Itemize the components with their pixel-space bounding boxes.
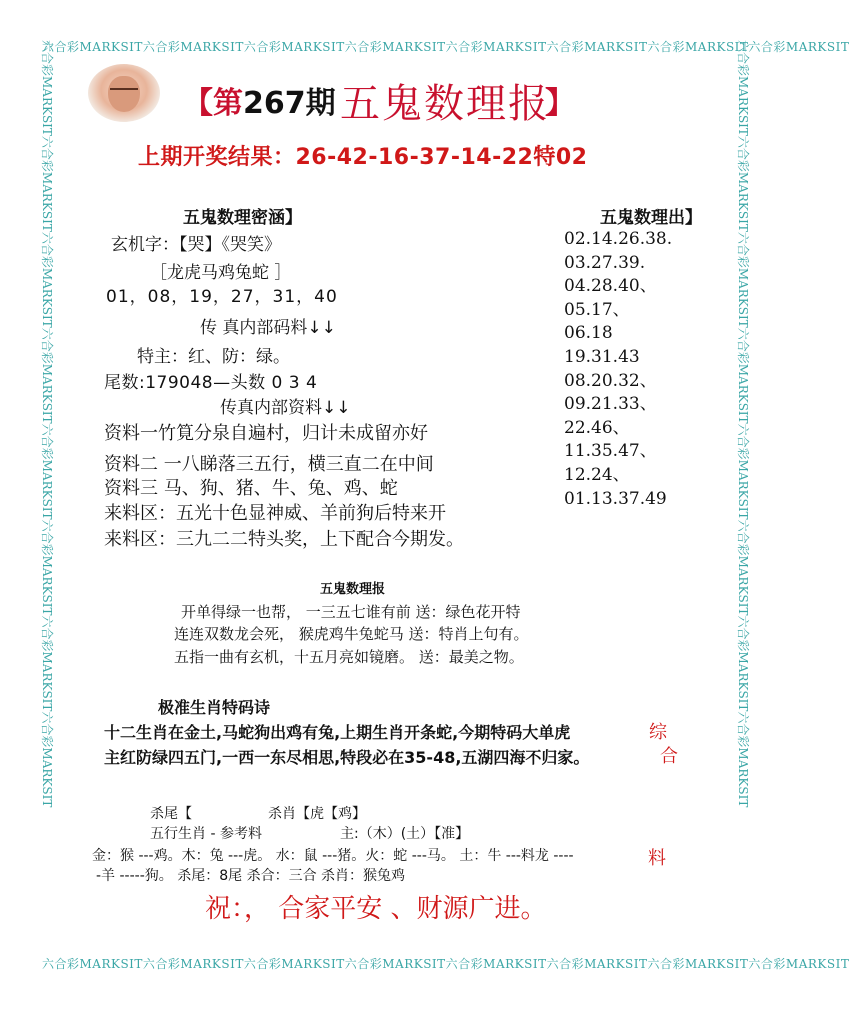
fax-info-heading: 传真内部资料↓↓ [220,398,351,418]
blessing-text: 祝：， 合家平安 、财源广进。 [205,894,547,924]
watermark-border-right: 六合彩MARKSIT六合彩MARKSIT六合彩MARKSIT六合彩MARKSIT六合彩MARKSIT六合彩MARKSIT六合彩MARKSIT六合彩MARKSIT [736,40,750,808]
elements-line-1: 金：猴 ---鸡。木：兔 ---虎。 水：鼠 ---猪。火：蛇 ---马。 土：牛 ---料龙 ---- [92,848,574,864]
source-line-1: 来料区：五光十色显神威、羊前狗后特来开 [104,503,446,524]
number-group: 06.18 [564,323,613,344]
number-group: 04.28.40、 [564,276,657,297]
riddle-line-3: 五指一曲有玄机，十五月亮如镜磨。 送：最美之物。 [174,648,524,666]
source-line-2: 来料区：三九二二特头奖，上下配合今期发。 [104,529,464,550]
issue-label: 【第267期 [183,86,336,121]
watermark-border-bottom: 六合彩MARKSIT六合彩MARKSIT六合彩MARKSIT六合彩MARKSIT六合彩MARKSIT六合彩MARKSIT六合彩MARKSIT六合彩MARKSIT [42,957,849,971]
number-group: 03.27.39. [564,252,646,273]
number-groups [564,228,672,511]
portrait-photo [88,64,160,122]
number-group: 08.20.32、 [564,370,657,391]
kill-tail: 杀尾【 [150,806,192,822]
red-stamp: 综 [649,722,667,743]
poem-title: 极准生肖特码诗 [158,698,271,717]
watermark-border-left: 六合彩MARKSIT六合彩MARKSIT六合彩MARKSIT六合彩MARKSIT六合彩MARKSIT六合彩MARKSIT六合彩MARKSIT六合彩MARKSIT [40,40,54,808]
kill-zodiac: 杀肖【虎【鸡】 [268,806,366,822]
number-group: 12.24、 [564,464,630,485]
right-section-title: 五鬼数理出】 [600,208,702,228]
main-element: 主:（木）(土）【准】 [340,826,470,842]
number-group: 09.21.33、 [564,394,657,415]
fax-code-heading: 传 真内部码料↓↓ [200,318,336,338]
poem-line-1: 十二生肖在金土,马蛇狗出鸡有兔,上期生肖开条蛇,今期特码大单虎 [104,723,571,742]
red-stamp: 料 [648,848,666,869]
last-draw-result: 上期开奖结果：26-42-16-37-14-22特02 [138,145,588,170]
tail-head-numbers: 尾数:179048—头数 0 3 4 [104,373,318,393]
number-group: 22.46、 [564,417,630,438]
middle-title: 五鬼数理报 [320,582,386,597]
title-bracket: 】 [545,86,575,121]
number-group: 11.35.47、 [564,441,657,462]
info-line-1: 资料一竹筧分泉自遍村，归计未成留亦好 [104,423,428,444]
number-list: 01，08，19，27，31，40 [106,287,338,307]
info-line-3: 资料三 马、狗、猪、牛、兔、鸡、蛇 [104,478,398,499]
riddle-text: 玄机字：【哭】《哭笑》 [111,235,281,255]
number-group: 19.31.43 [564,346,640,367]
poem-line-2: 主红防绿四五门,一西一东尽相思,特段必在35-48,五湖四海不归家。 [104,748,590,767]
number-group: 02.14.26.38. [564,229,673,249]
number-group: 01.13.37.49 [564,488,667,509]
red-stamp: 合 [660,746,678,767]
riddle-line-2: 连连双数龙会死， 猴虎鸡牛兔蛇马 送：特肖上句有。 [174,625,529,643]
special-color: 特主：红、防：绿。 [137,347,290,367]
riddle-line-1: 开单得绿一也帮， 一三五七谁有前 送：绿色花开特 [181,603,521,621]
left-section-title: 五鬼数理密涵】 [183,208,302,228]
watermark-border-top: 六合彩MARKSIT六合彩MARKSIT六合彩MARKSIT六合彩MARKSIT六合彩MARKSIT六合彩MARKSIT六合彩MARKSIT六合彩MARKSIT [42,40,849,54]
info-line-2: 资料二 一八睇落三五行，横三直二在中间 [104,454,434,475]
elements-line-2: -羊 -----狗。 杀尾：8尾 杀合：三合 杀肖：猴兔鸡 [96,868,406,884]
paper-title: 五鬼数理报 [340,81,550,127]
five-elements-label: 五行生肖 - 参考料 [150,826,262,842]
number-group: 05.17、 [564,299,630,320]
zodiac-set: ［龙虎马鸡兔蛇 ］ [150,263,292,283]
